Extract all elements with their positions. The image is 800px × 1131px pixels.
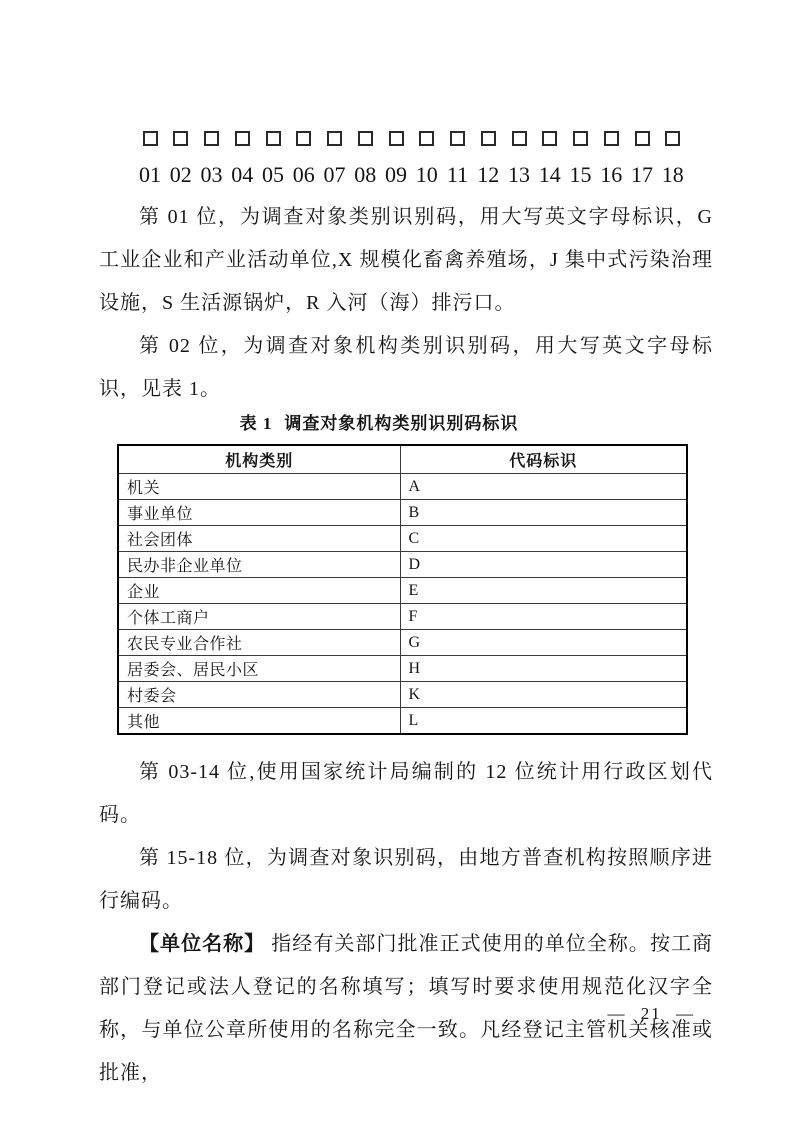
- checkbox-icon: [573, 131, 588, 146]
- code-box-cell: [475, 131, 501, 146]
- category-cell: 社会团体: [118, 526, 400, 552]
- table-row: [118, 526, 687, 552]
- code-cell: F: [400, 604, 687, 630]
- table-row: [118, 552, 687, 578]
- checkbox-icon: [389, 131, 404, 146]
- category-cell: 村委会: [118, 682, 400, 708]
- code-position-label: 16: [600, 162, 623, 187]
- checkbox-icon: [450, 131, 465, 146]
- paragraph-digit-15-18: 第 15-18 位，为调查对象识别码，由地方普查机构按照顺序进行编码。: [99, 847, 713, 912]
- body-text-upper: [99, 196, 713, 411]
- checkbox-icon: [235, 131, 250, 146]
- checkbox-icon: [266, 131, 281, 146]
- header-category: 机构类别: [118, 445, 400, 474]
- code-position-label: 10: [415, 162, 438, 187]
- code-position-label: 13: [508, 162, 530, 187]
- unit-name-term: 【单位名称】: [139, 933, 266, 955]
- category-cell: 个体工商户: [118, 604, 400, 630]
- checkbox-icon: [296, 131, 311, 146]
- code-position-label: 05: [262, 162, 284, 187]
- category-cell: 事业单位: [118, 500, 400, 526]
- category-cell: 居委会、居民小区: [118, 656, 400, 682]
- code-box-cell: [352, 131, 378, 146]
- code-position-label: 11: [446, 162, 469, 187]
- institution-code-table: [117, 444, 688, 735]
- code-cell: E: [400, 578, 687, 604]
- code-box-cell: [291, 131, 317, 146]
- table-row: [118, 682, 687, 708]
- code-label-row: [137, 162, 686, 188]
- code-box-cell: [660, 131, 686, 146]
- code-cell: A: [400, 474, 687, 500]
- checkbox-icon: [173, 131, 188, 146]
- category-cell: 农民专业合作社: [118, 630, 400, 656]
- category-cell: 民办非企业单位: [118, 552, 400, 578]
- paragraph-digit-01: 第 01 位，为调查对象类别识别码，用大写英文字母标识，G 工业企业和产业活动单位,X 规模化畜禽养殖场，J 集中式污染治理设施，S 生活源锅炉，R 入河（海）排污口。: [99, 206, 713, 314]
- body-text-lower: [99, 751, 713, 1095]
- table-header-row: [118, 445, 687, 474]
- checkbox-icon: [665, 131, 680, 146]
- category-cell: 企业: [118, 578, 400, 604]
- code-cell: K: [400, 682, 687, 708]
- unit-name-text: 指经有关部门批准正式使用的单位全称。按工商部门登记或法人登记的名称填写；填写时要求使用规范化汉字全称，与单位公章所使用的名称完全一致。凡经登记主管机关核准或批准，: [99, 933, 714, 1084]
- table-row: [118, 708, 687, 735]
- paragraph-digit-02: 第 02 位，为调查对象机构类别识别码，用大写英文字母标识，见表 1。: [99, 335, 713, 400]
- code-cell: H: [400, 656, 687, 682]
- page-number: — 21 —: [607, 1004, 695, 1023]
- table-row: [118, 500, 687, 526]
- table-caption-label: 表 1: [239, 414, 273, 433]
- checkbox-icon: [204, 131, 219, 146]
- checkbox-icon: [481, 131, 496, 146]
- table-row: [118, 578, 687, 604]
- code-box-cell: [506, 131, 532, 146]
- code-position-label: 12: [477, 162, 500, 187]
- header-code: 代码标识: [400, 445, 687, 474]
- code-position-label: 02: [169, 162, 192, 187]
- code-position-label: 17: [631, 162, 653, 187]
- code-box-cell: [445, 131, 471, 146]
- code-box-cell: [260, 131, 286, 146]
- code-position-label: 15: [569, 162, 592, 187]
- code-cell: D: [400, 552, 687, 578]
- code-box-row: [137, 131, 686, 146]
- table-row: [118, 630, 687, 656]
- code-cell: G: [400, 630, 687, 656]
- code-cell: B: [400, 500, 687, 526]
- code-position-label: 01: [139, 162, 161, 187]
- code-box-cell: [383, 131, 409, 146]
- code-box-cell: [629, 131, 655, 146]
- checkbox-icon: [635, 131, 650, 146]
- table-body: [118, 474, 687, 735]
- code-position-label: 04: [231, 162, 254, 187]
- checkbox-icon: [327, 131, 342, 146]
- code-box-cell: [322, 131, 348, 146]
- code-cell: L: [400, 708, 687, 735]
- code-position-label: 18: [661, 162, 684, 187]
- category-cell: 机关: [118, 474, 400, 500]
- checkbox-icon: [542, 131, 557, 146]
- category-cell: 其他: [118, 708, 400, 735]
- table-caption-title: 调查对象机构类别识别码标识: [284, 414, 519, 433]
- code-position-label: 09: [385, 162, 407, 187]
- table-caption: [99, 409, 659, 434]
- code-box-cell: [598, 131, 624, 146]
- code-box-cell: [414, 131, 440, 146]
- code-position-label: 14: [538, 162, 561, 187]
- checkbox-icon: [604, 131, 619, 146]
- checkbox-icon: [143, 131, 158, 146]
- code-position-label: 06: [292, 162, 315, 187]
- table-row: [118, 474, 687, 500]
- checkbox-icon: [512, 131, 527, 146]
- code-position-label: 03: [200, 162, 223, 187]
- code-position-label: 07: [323, 162, 346, 187]
- code-box-cell: [199, 131, 225, 146]
- code-box-cell: [537, 131, 563, 146]
- code-box-cell: [168, 131, 194, 146]
- code-cell: C: [400, 526, 687, 552]
- table-row: [118, 656, 687, 682]
- table-row: [118, 604, 687, 630]
- code-box-cell: [568, 131, 594, 146]
- code-box-cell: [137, 131, 163, 146]
- code-box-cell: [229, 131, 255, 146]
- checkbox-icon: [419, 131, 434, 146]
- code-position-label: 08: [354, 162, 377, 187]
- paragraph-digit-03-14: 第 03-14 位,使用国家统计局编制的 12 位统计用行政区划代码。: [99, 761, 713, 826]
- checkbox-icon: [358, 131, 373, 146]
